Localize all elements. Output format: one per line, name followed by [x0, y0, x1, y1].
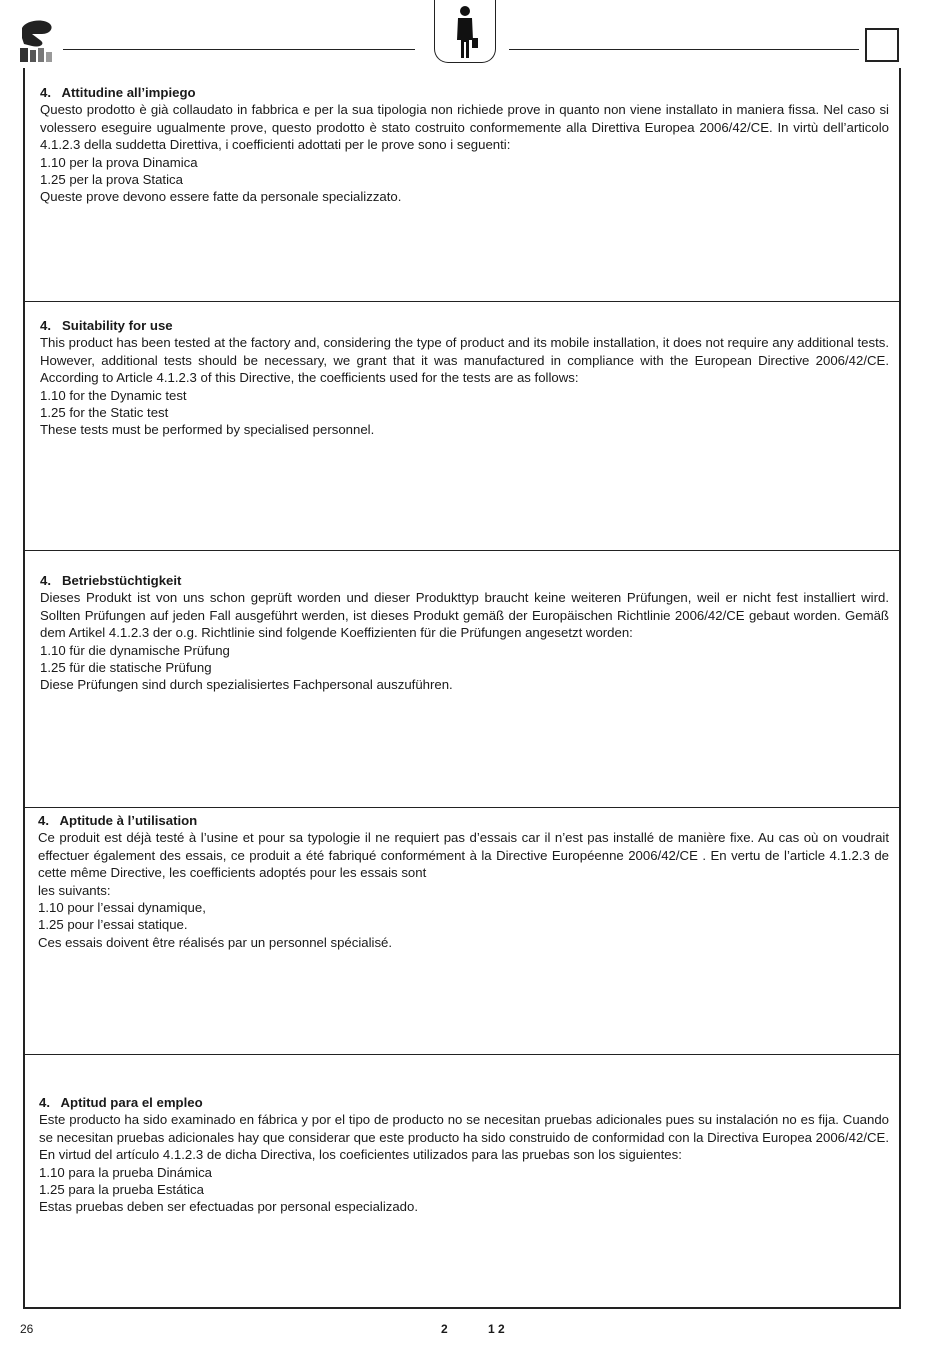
content-frame: [23, 68, 901, 1309]
section-line: 1.25 per la prova Statica: [40, 172, 183, 188]
page-header: [0, 0, 950, 70]
header-rule-right: [509, 49, 859, 50]
section-line: Diese Prüfungen sind durch spezialisiertes Fachpersonal auszuführen.: [40, 677, 453, 693]
section-line: Ces essais doivent être réalisés par un personnel spécialisé.: [38, 934, 393, 950]
section-english: [25, 317, 899, 439]
section-line: les suivants:: [38, 882, 111, 898]
section-line: 1.10 für die dynamische Prüfung: [40, 642, 230, 658]
section-divider: [25, 550, 899, 551]
operator-icon: [434, 0, 496, 63]
section-line: These tests must be performed by specialised personnel.: [40, 422, 375, 438]
section-line: Queste prove devono essere fatte da personale specializzato.: [40, 189, 402, 205]
section-line: 1.25 für die statische Prüfung: [40, 660, 212, 676]
page-number: 26: [20, 1322, 34, 1336]
section-heading: 4. Betriebstüchtigkeit: [40, 573, 182, 588]
section-line: 1.10 per la prova Dinamica: [40, 154, 198, 170]
section-german: [25, 572, 899, 694]
section-divider: [25, 301, 899, 302]
section-heading: 4. Aptitude à l’utilisation: [38, 813, 198, 828]
section-line: Estas pruebas deben ser efectuadas por personal especializado.: [39, 1199, 419, 1215]
section-line: 1.25 pour l’essai statique.: [38, 917, 188, 933]
section-paragraph: Ce produit est déjà testé à l’usine et pour sa typologie il ne requiert pas d’essais car il n’est pas installé de manière fixe. Au cas où on voudrait effectuer également des essais, ce produit a été fabriqué conformément à la Directive Européenne 2006/42/CE . En vertu de l’article 4.1.2.3 de cette même Directive, les coefficients adoptés pour les essais sont: [38, 830, 889, 881]
section-spanish: [25, 1094, 899, 1216]
section-heading: 4. Aptitud para el empleo: [39, 1095, 203, 1110]
section-paragraph: Este producto ha sido examinado en fábrica y por el tipo de producto no se necesitan pruebas adicionales pues su instalación no es fija. Cuando se necesitan pruebas adicionales hay que considerar que este producto ha sido construido de conformidad con la Directiva Europea 2006/42/CE. En virtud del artículo 4.1.2.3 de dicha Directiva, los coeficientes utilizados para las pruebas son los siguientes:: [39, 1112, 889, 1163]
section-paragraph: This product has been tested at the factory and, considering the type of product and its mobile installation, it does not require any additional tests. However, additional tests should be necessary, we grant that it was manufactured in compliance with the European Directive 2006/42/CE. According to Article 4.1.2.3 of this Directive, the coefficients used for the tests are as follows:: [40, 335, 889, 386]
section-heading: 4. Attitudine all’impiego: [40, 85, 196, 100]
footer-code: 1 2: [488, 1322, 505, 1336]
corner-box: [865, 28, 899, 62]
section-divider: [25, 807, 899, 808]
section-divider: [25, 1054, 899, 1055]
section-french: [25, 812, 899, 951]
section-paragraph: Questo prodotto è già collaudato in fabbrica e per la sua tipologia non richiede prove in quanto non viene installato in maniera fissa. Nel caso si volessero eseguire ugualmente prove, questo prodotto è stato costruito conformemente alla Direttiva Europea 2006/42/CE. In virtù dell’articolo 4.1.2.3 della suddetta Direttiva, i coefficienti adottati per le prove sono i seguenti:: [40, 102, 889, 153]
header-rule-left: [63, 49, 415, 50]
section-line: 1.10 para la prueba Dinámica: [39, 1164, 213, 1180]
section-line: 1.25 for the Static test: [40, 405, 169, 421]
section-paragraph: Dieses Produkt ist von uns schon geprüft worden und dieser Produkttyp braucht keine weiteren Prüfungen, weil er nicht fest installiert wird. Sollten Prüfungen auf jeden Fall ausgeführt werden, ist dieses Produkt gemäß der Europäischen Richtlinie 2006/42/CE gebaut worden. Gemäß dem Artikel 4.1.2.3 der o.g. Richtlinie sind folgende Koeffizienten für die Prüfungen angesetzt worden:: [40, 590, 889, 641]
manufacturer-logo: [18, 18, 58, 64]
section-heading: 4. Suitability for use: [40, 318, 173, 333]
section-line: 1.10 for the Dynamic test: [40, 387, 187, 403]
footer-code: 2: [441, 1322, 448, 1336]
section-line: 1.10 pour l’essai dynamique,: [38, 900, 206, 916]
section-line: 1.25 para la prueba Estática: [39, 1182, 204, 1198]
section-italian: [25, 84, 899, 206]
